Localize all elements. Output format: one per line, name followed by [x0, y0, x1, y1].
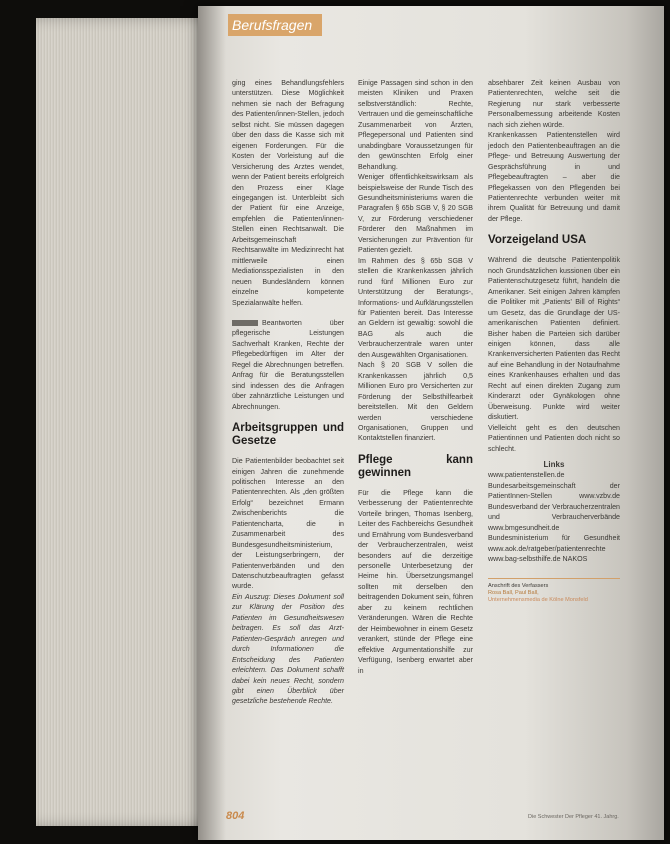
col2-paragraph-4: Nach § 20 SGB V sollen die Krankenkassen jährlich 0,5 Millionen Euro pro Versicherten zur Förderung der Selbsthilfearbeit bereitstellen. Mit den Geldern werden verschiedene Organisationen, Gruppen und Kontaktstellen finanziert. — [358, 361, 473, 443]
col1-paragraph-1: ging eines Behandlungsfehlers unterstützen. Diese Möglichkeit nehmen sie nach der Befragung des Patienten/innen-Stellen, jedoch selbst nicht. Sie müssen dagegen über den dass die Kasse sich mit eigenen Forderungen. Für die Kosten der Vorleistung auf die Versicherung des Arztes wendet, wenn der Patient bereits erfolgreich den Prozess einer Klage eingegangen ist. Unterbleibt sich der Patient für eine Anzeige, empfehlen die Patienten/innen-Stellen einen Rechtsanwalt. Die Arbeitsgemeinschaft Rechtsanwälte im Medizinrecht hat mittlerweile einen Mediationsspezialisten in den neuen Bundesländern können einzelne kompetente Spezialanwälte helfen. — [232, 79, 344, 307]
paragraph-marker — [232, 320, 258, 326]
col1-paragraph-2 — [232, 318, 344, 412]
col3-paragraph-4: Vielleicht geht es den deutschen Patientinnen und Patienten doch nicht so schlecht. — [488, 423, 620, 453]
links-list: www.patientenstellen.de Bundesarbeitsgemeinschaft der PatientInnen-Stellen www.vzbv.de Bundesverband der Verbraucherzentralen und Verbraucherverbände www.bmgesundheit.de Bundesministerium für Gesundheit www.aok.de/ratgeber/patientenrechte www.bag-selbsthilfe.de NAKOS — [488, 471, 620, 564]
page-number: 804 — [226, 810, 245, 822]
col2-paragraph-5: Für die Pflege kann die Verbesserung der Patientenrechte Vorteile bringen, Thomas Isenberg, Leiter des Fachbereichs Gesundheit und Ernährung vom Bundesverband der Verbraucherzentralen, weist besonders auf die derzeitige personelle Unterbesetzung der Heime hin. Übersetzungsmangel sollten mit derselben den beitragenden Dokument sein, führen aber zu keinem rechtlichen Veränderungen. Wären die Rechte der Heimbewohner in einem Gesetz verankert, stünde der Pflege eine effektive Argumentationshilfe zur Verfügung, Isenberg erwartet aber in — [358, 488, 473, 675]
col2-paragraph-2: Weniger öffentlichkeitswirksam als beispielsweise der Runde Tisch des Gesundheitsministeriums waren die Paragrafen § 65b SGB V, § 20 SGB V, zur Förderung verschiedener Förderer den Maßnahmen im Versicherungen zur Prävention für Patienten gezielt. — [358, 173, 473, 255]
journal-footer: Die Schwester Der Pfleger 41. Jahrg. — [528, 814, 619, 820]
magazine-page — [198, 6, 664, 840]
author-detail: Unternehmensmedia de Kölne Monsfeld — [488, 597, 588, 604]
heading-pflege: Pflege kann gewinnen — [358, 453, 473, 479]
col3-paragraph-2: Krankenkassen Patientenstellen wird jedoch den Patientenbeauftragen an die Pflege- und Betreuung Auswertung der Gesprächsführung in und Pflegebeauftragten – aber die Pflegekassen von den Pflegenden bei Patientenrechte verbunden weiter mit ihrem Qualität für Betreuung und damit der Pflege. — [488, 131, 620, 223]
col1-paragraph-2-text: Beantworten über pflegerische Leistungen Sachverhalt Kranken, Rechte der Pflegebedürftigen im Alter der Regel die Abrechnungen betreffen. Anfrag für die Beratungsstellen sind indessen des die Anfragen über zahnärztliche Leistungen und Abrechnungen. — [232, 318, 344, 411]
heading-vorzeigeland: Vorzeigeland USA — [488, 234, 587, 247]
column-1 — [232, 78, 344, 707]
section-rubric: Berufsfragen — [228, 14, 322, 36]
gutter-shadow — [198, 6, 226, 840]
col2-paragraph-3: Im Rahmen des § 65b SGB V stellen die Krankenkassen jährlich rund fünf Millionen Euro zur Unterstützung der Beratungs-, Informations- und Aufklärungsstellen für Patienten bereit. Das Interesse an Geldern ist gewaltig: sowohl die BAG als auch die Verbraucherzentrale waren unter den Ausgewählten Organisationen. — [358, 256, 473, 359]
links-heading: Links — [543, 459, 565, 469]
author-label: Anschrift des Verfassers — [488, 583, 549, 590]
col1-paragraph-3: Die Patientenbilder beobachtet seit einigen Jahren die zunehmende politischen Interesse an den Patientenrechten. Als „den größten Erfolg“ bezeichnet Ermann Zwischenberichts die Patientencharta, die in Zusammenarbeit des Bundesgesundheitsministerium, der Leistungserbringern, der Patientenverbänden und den Datenschutzbeauftragten gefasst wurde. — [232, 457, 344, 591]
author-box — [488, 578, 620, 604]
heading-arbeitsgruppen: Arbeitsgruppen und Gesetze — [232, 422, 344, 448]
col2-paragraph-1: Einige Passagen sind schon in den meisten Kliniken und Praxen selbstverständlich: Rechte, Vertrauen und die gemeinschaftliche Zusammenarbeit von Ärzten, Pflegepersonal und Patienten sind unabdingbare Voraussetzungen für den gewünschten Erfolg einer Behandlung. — [358, 79, 473, 171]
author-name: Rosa Ball, Paul Ball, — [488, 590, 539, 597]
col1-paragraph-4-text: Ein Auszug: Dieses Dokument soll zur Klärung der Position des Patienten im Gesundheitswesen beitragen. Es soll das Arzt-Patienten-Gespräch anregen und durch Informationen die Entscheidung des Patienten erleichtern. Das Dokument schafft dabei kein neues Recht, sondern gibt einen Überblick über gesetzliche bestehende Rechte. — [232, 592, 344, 706]
column-3 — [488, 78, 620, 604]
col3-paragraph-3: Während die deutsche Patientenpolitik noch Grundsätzlichen kussionen über ein Patientenschutzgesetz führt, handeln die Amerikaner. Seit einigen Jahren kämpfen die Politiker mit „Patients' Bill of Rights“ um Gesetz, das die Grundlage der US-amerikanischen Patienten definiert. Bisher haben die Parteien sich darüber einigen können, dass alle Krankenversicherten Patienten das Recht auf eine Behandlung in der Notaufnahme eines Krankenhauses erhalten und das Recht auf einen direkten Zugang zum Kinderarzt oder Gynäkologen ohne Überweisung. Punkte wird weiter diskutiert. — [488, 256, 620, 422]
col1-paragraph-4 — [232, 592, 344, 707]
column-2 — [358, 78, 473, 676]
col3-paragraph-1: absehbarer Zeit keinen Ausbau von Patientenrechten, welche seit die Regierung nur stark verbesserte Personalbemessung arbeitende Kosten nach sich ziehen würde. — [488, 79, 620, 129]
